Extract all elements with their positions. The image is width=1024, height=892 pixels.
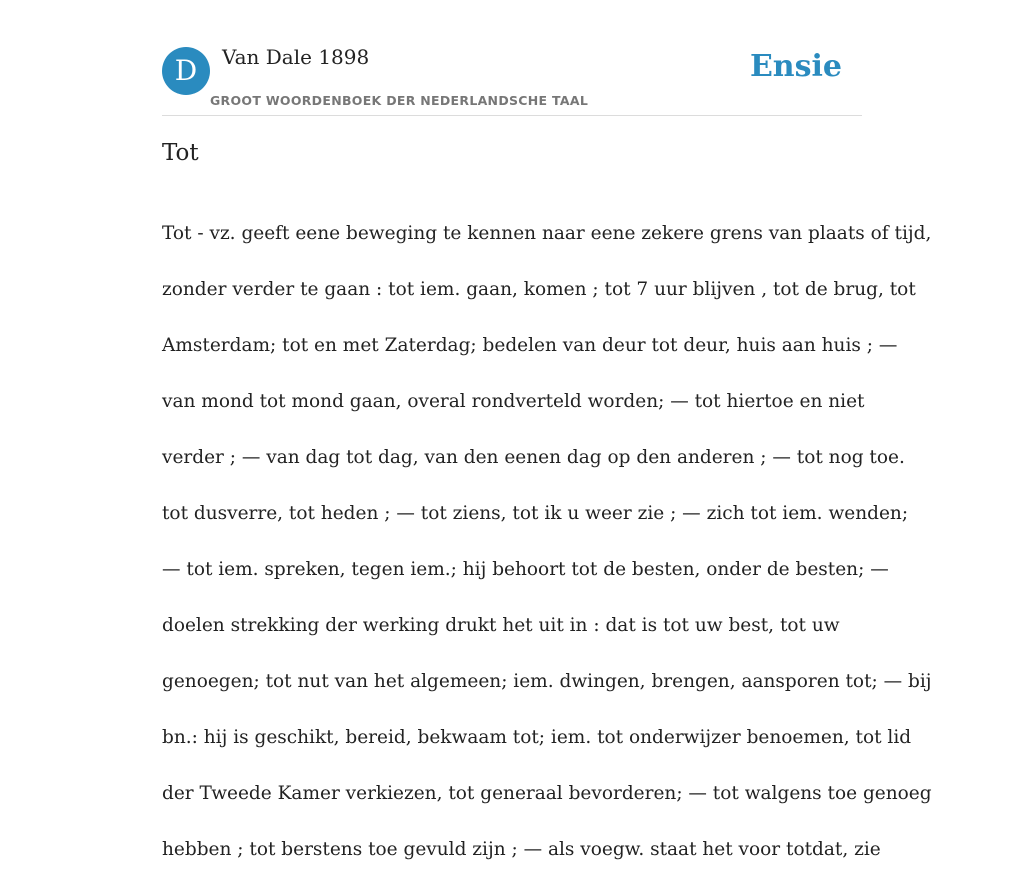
definition-line: bn.: hij is geschikt, bereid, bekwaam tot; iem. tot onderwijzer benoemen, tot lid xyxy=(162,727,912,748)
definition-line: zonder verder te gaan : tot iem. gaan, komen ; tot 7 uur blijven , tot de brug, tot xyxy=(162,279,916,300)
brand-logo[interactable]: Ensie xyxy=(749,49,842,84)
definition-line: van mond tot mond gaan, overal rondverteld worden; — tot hiertoe en niet xyxy=(162,391,865,412)
entry-title: Tot xyxy=(162,140,199,166)
dictionary-subtitle: GROOT WOORDENBOEK DER NEDERLANDSCHE TAAL xyxy=(210,93,589,108)
definition-line: tot dusverre, tot heden ; — tot ziens, tot ik u weer zie ; — zich tot iem. wenden; xyxy=(162,503,909,524)
dictionary-avatar[interactable]: D xyxy=(162,47,210,95)
definition-line: verder ; — van dag tot dag, van den eenen dag op den anderen ; — tot nog toe. xyxy=(162,447,905,468)
dictionary-header xyxy=(162,0,862,116)
definition-line: Tot - vz. geeft eene beweging te kennen naar eene zekere grens van plaats of tijd, xyxy=(162,223,932,244)
definition-line: Amsterdam; tot en met Zaterdag; bedelen van deur tot deur, huis aan huis ; — xyxy=(162,335,898,356)
definition-line: genoegen; tot nut van het algemeen; iem. dwingen, brengen, aansporen tot; — bij xyxy=(162,671,932,692)
dictionary-title[interactable]: Van Dale 1898 xyxy=(222,45,370,69)
definition-line: hebben ; tot berstens toe gevuld zijn ; — als voegw. staat het voor totdat, zie xyxy=(162,839,881,860)
page-container xyxy=(162,0,932,860)
definition-line: — tot iem. spreken, tegen iem.; hij behoort tot de besten, onder de besten; — xyxy=(162,559,889,580)
definition-line: der Tweede Kamer verkiezen, tot generaal bevorderen; — tot walgens toe genoeg xyxy=(162,783,932,804)
entry-definition xyxy=(162,192,932,892)
definition-line: doelen strekking der werking drukt het uit in : dat is tot uw best, tot uw xyxy=(162,615,840,636)
